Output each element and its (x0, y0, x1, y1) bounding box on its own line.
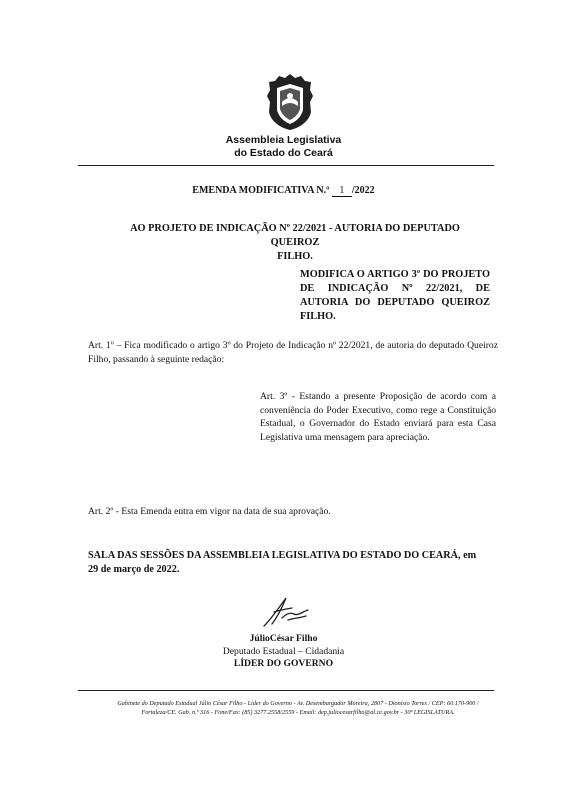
session-location-date (88, 549, 498, 577)
ementa-block (300, 268, 490, 324)
sala-line2: 29 de março de 2022. (88, 564, 180, 575)
article-2: Art. 2º - Esta Emenda entra em vigor na data de sua aprovação. (88, 506, 331, 517)
ementa-line1: MODIFICA O ARTIGO 3º DO PROJETO (300, 269, 490, 280)
footer-line2: Fortaleza/CE. Gab. n.º 316 - Fone/Fax: (85) 3277.2558/2559 - Email: dep.juliocesarfilho@al.ce.gov.br - 30ª LEGISLATURA. (141, 708, 455, 716)
signatory-name: JúlioCésar Filho (249, 633, 318, 644)
document-heading (105, 222, 485, 264)
footer-divider (78, 690, 494, 691)
ementa-line4: FILHO. (300, 311, 336, 322)
ementa-line2: DE INDICAÇÃO Nº 22/2021, DE (300, 283, 490, 294)
institution-name-line1: Assembleia Legislativa (225, 134, 342, 146)
emenda-title (0, 185, 567, 197)
signatory-title: LÍDER DO GOVERNO (233, 658, 334, 669)
header-divider (78, 165, 494, 166)
emenda-number: 1 (332, 185, 352, 197)
sala-line1: SALA DAS SESSÕES DA ASSEMBLEIA LEGISLATIVA DO ESTADO DO CEARÁ, em (88, 550, 477, 561)
signature-block (0, 633, 567, 671)
signatory-role: Deputado Estadual – Cidadania (222, 645, 345, 657)
emenda-year: /2022 (351, 185, 375, 196)
ementa-line3: AUTORIA DO DEPUTADO QUEIROZ (300, 297, 490, 308)
article-3-quote: Art. 3º - Estando a presente Proposição de acordo com a conveniência do Poder Executivo, como rege a Constituição Estadual, o Governador do Estado enviará para esta Casa Legislativa uma mensagem para apreciação. (260, 391, 496, 443)
coat-of-arms-seal (265, 72, 315, 132)
footer-address (88, 700, 508, 717)
handwritten-signature (258, 592, 316, 630)
footer-line1: Gabinete do Deputado Estadual Júlio César Filho - Líder do Governo - Av. Desembargador Moreira, 2807 - Dionísio Torres / CEP: 60.170-900 / (117, 700, 479, 707)
heading-line2: FILHO. (277, 251, 313, 262)
emenda-prefix: EMENDA MODIFICATIVA N.º (192, 185, 330, 196)
article-1: Art. 1º – Fica modificado o artigo 3º do Projeto de Indicação nº 22/2021, de autoria do deputado Queiroz Filho, passando à seguinte redação: (88, 340, 498, 365)
heading-line1: AO PROJETO DE INDICAÇÃO Nº 22/2021 - AUTORIA DO DEPUTADO QUEIROZ (130, 223, 460, 248)
institution-name-line2: do Estado do Ceará (234, 147, 333, 159)
